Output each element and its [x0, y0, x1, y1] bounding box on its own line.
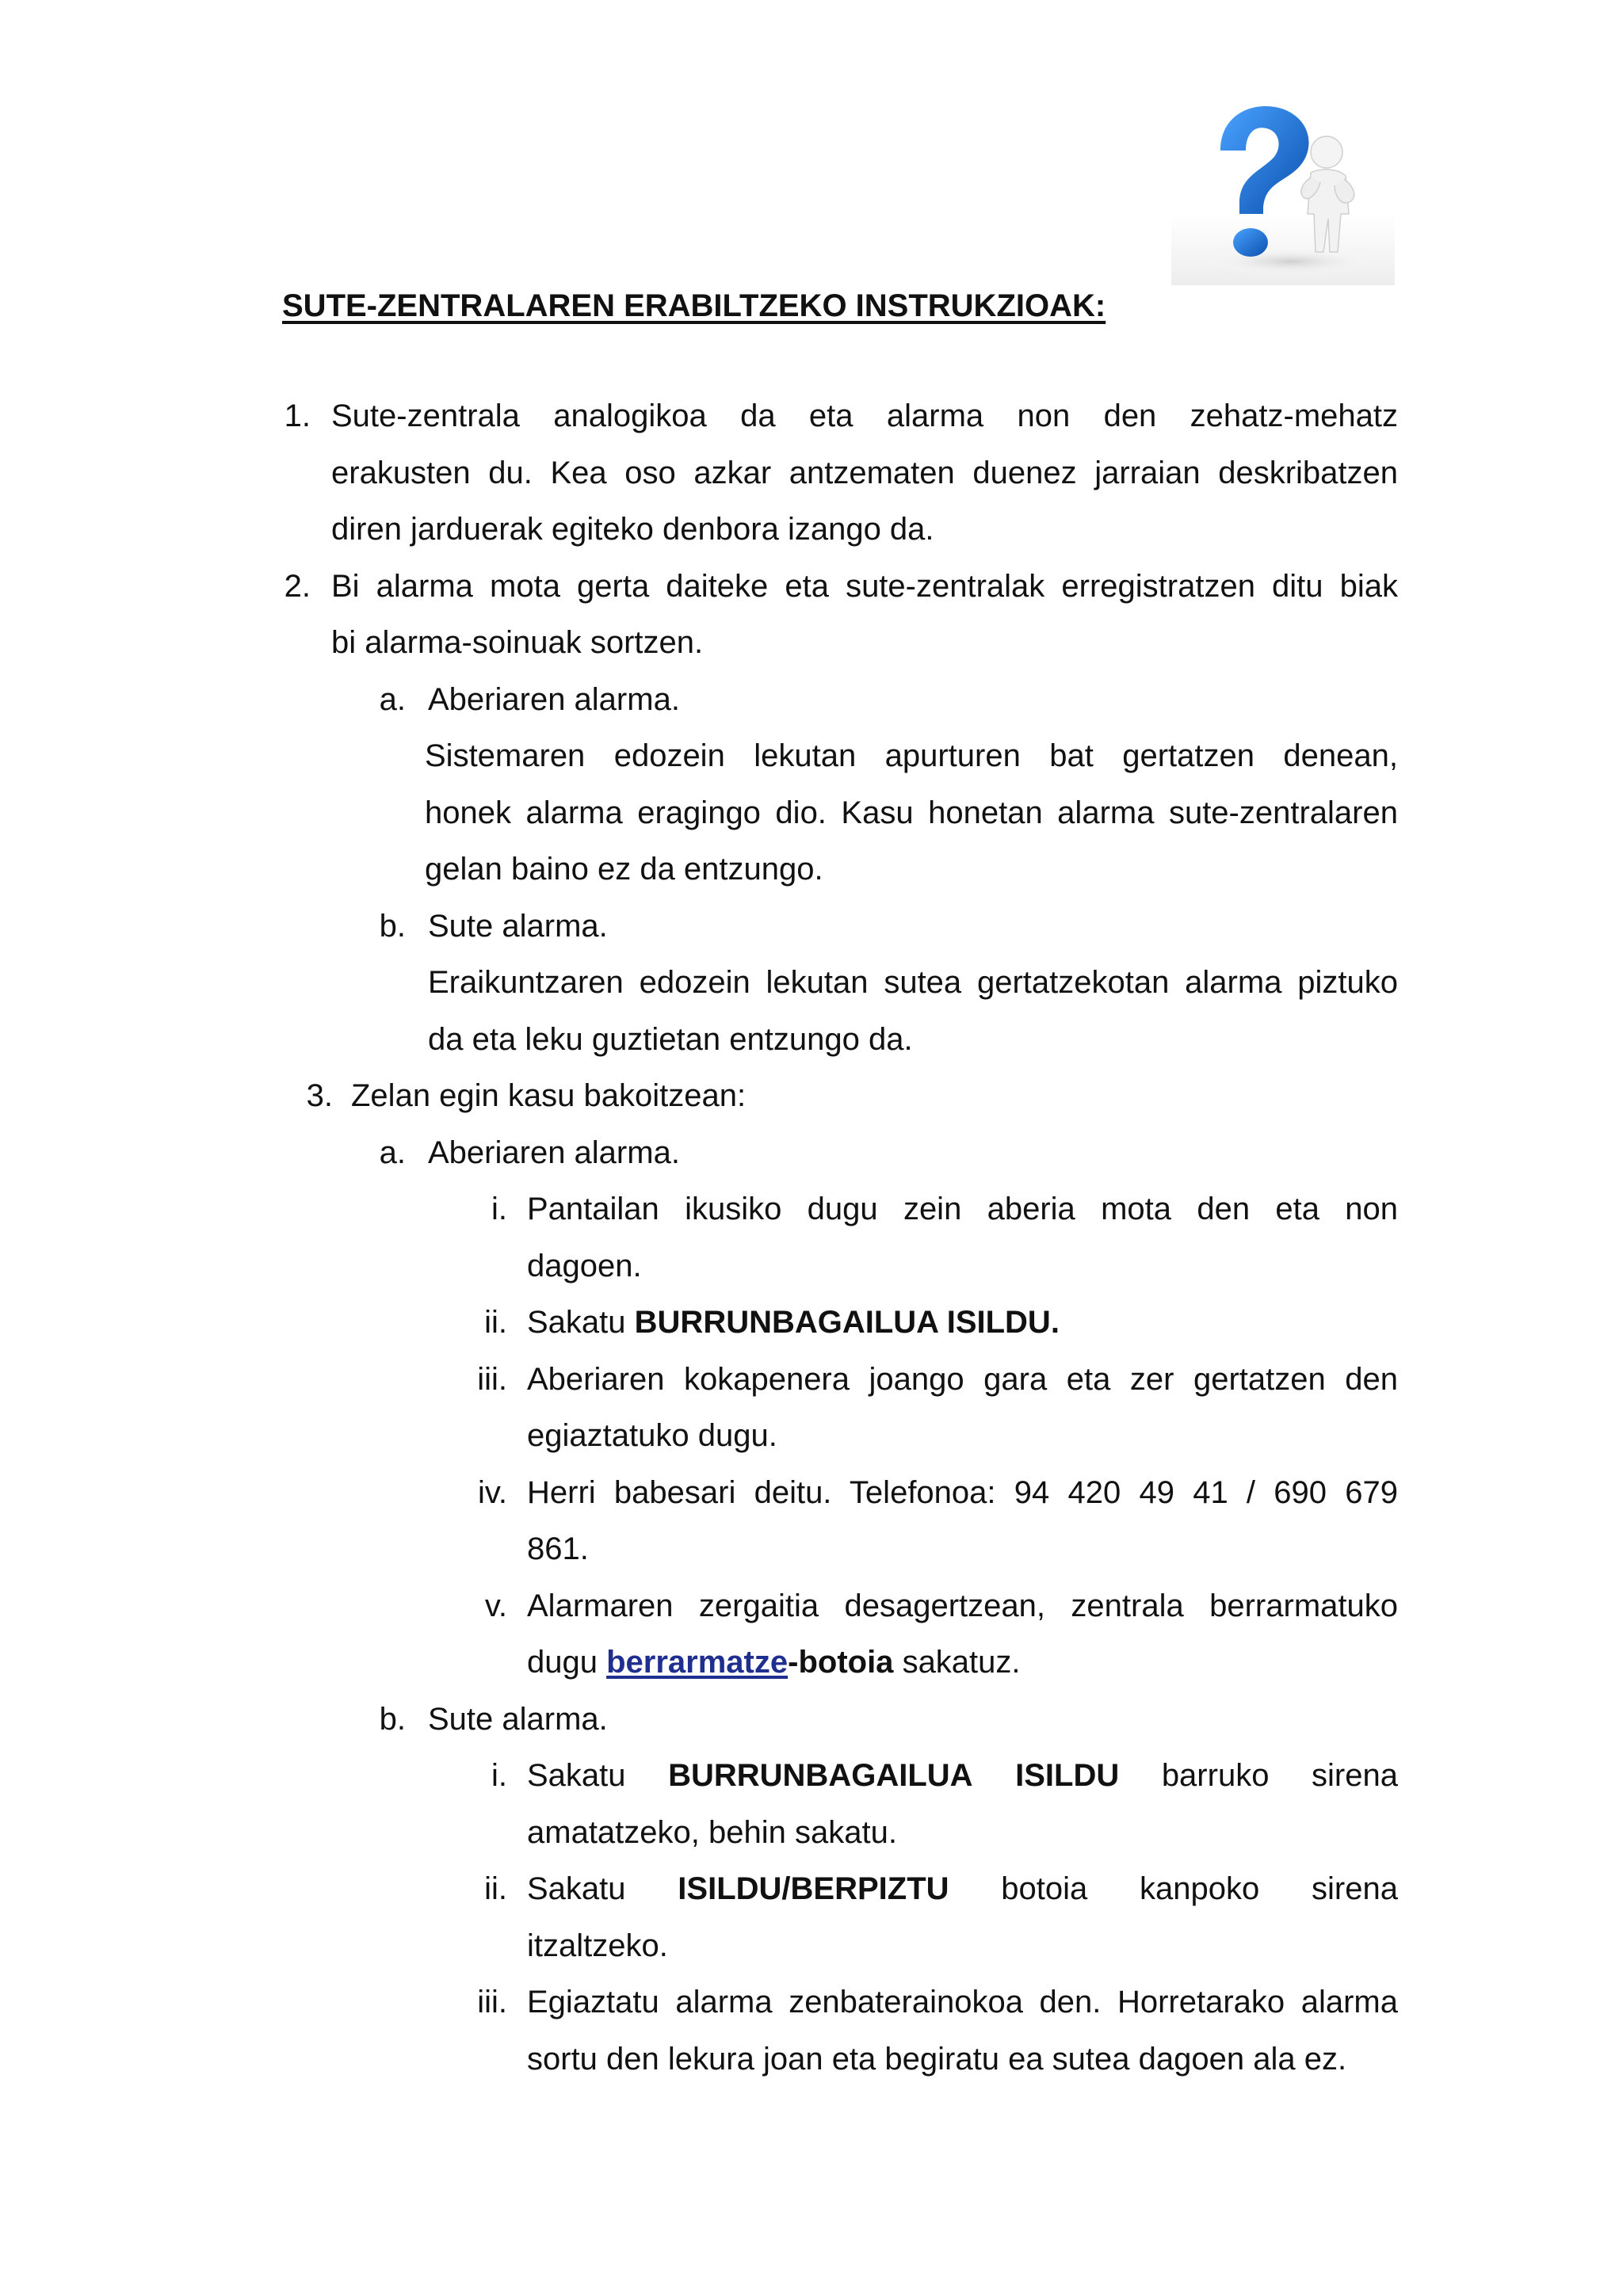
list-item-3a-label: a. Aberiaren alarma. [0, 1125, 1623, 1182]
list-item-3a-iii-line-2: egiaztatuko dugu. [527, 1418, 777, 1453]
list-item-3b-label: b. Sute alarma. [0, 1691, 1623, 1749]
list-item-3b-ii-line-1: ii. Sakatu ISILDU/BERPIZTU botoia kanpoko sirena [0, 1861, 1623, 1918]
list-item-3a-iv-line-1: iv. Herri babesari deitu. Telefonoa: 94 420 49 41 / 690 679 [0, 1465, 1623, 1522]
list-marker: iv. [477, 1474, 507, 1510]
list-marker: a. [379, 1135, 406, 1170]
list-item-2b-line-1: Eraikuntzaren edozein lekutan sutea gertatzekotan alarma piztuko [428, 965, 1398, 1000]
list-item-2-line-1: 2. Bi alarma mota gerta daiteke eta sute-zentralak erregistratzen ditu biak [0, 559, 1623, 616]
list-item-3a-v-line-1: v. Alarmaren zergaitia desagertzean, zentrala berrarmatuko [0, 1578, 1623, 1635]
list-item-2a-line-1: Sistemaren edozein lekutan apurturen bat gertatzen denean, [425, 738, 1398, 773]
bold-command: BURRUNBAGAILUA ISILDU. [634, 1305, 1060, 1340]
list-marker: b. [379, 1701, 406, 1737]
list-marker: b. [379, 908, 406, 944]
list-item-2b-label: b. Sute alarma. [0, 898, 1623, 955]
list-marker: v. [484, 1588, 507, 1623]
list-marker: 2. [284, 568, 311, 604]
question-mark-figure-icon [1171, 95, 1395, 285]
list-item-1-line-1: 1. Sute-zentrala analogikoa da eta alarma non den zehatz-mehatz [0, 388, 1623, 445]
list-item-2a-line-3: gelan baino ez da entzungo. [425, 852, 823, 887]
list-marker: i. [491, 1192, 507, 1226]
list-item-3a-i-line-1: i. Pantailan ikusiko dugu zein aberia mota den eta non [0, 1181, 1623, 1238]
list-item-3-label: 3. Zelan egin kasu bakoitzean: [0, 1068, 1623, 1125]
list-item-2a-label: a. Aberiaren alarma. [0, 672, 1623, 729]
list-item-3a-ii: ii. Sakatu BURRUNBAGAILUA ISILDU. [0, 1295, 1623, 1352]
list-marker: 3. [306, 1078, 333, 1113]
list-item-1-line-2: erakusten du. Kea oso azkar antzematen duenez jarraian deskribatzen [331, 455, 1398, 490]
list-item-3a-i-line-2: dagoen. [527, 1248, 642, 1283]
instruction-list [0, 388, 1623, 2088]
list-marker: ii. [484, 1871, 507, 1906]
list-item-3a-iii-line-1: iii. Aberiaren kokapenera joango gara eta zer gertatzen den [0, 1352, 1623, 1409]
list-item-2a-line-2: honek alarma eragingo dio. Kasu honetan alarma sute-zentralaren [425, 795, 1398, 830]
berrarmatze-link[interactable]: berrarmatze [606, 1645, 789, 1680]
list-marker: ii. [484, 1305, 507, 1340]
list-marker: 1. [284, 399, 311, 433]
list-item-3a-v-line-2: dugu berrarmatze-botoia sakatuz. [527, 1645, 1021, 1680]
list-item-3a-iv-line-2: 861. [527, 1531, 589, 1566]
list-item-2-line-2: bi alarma-soinuak sortzen. [331, 625, 704, 660]
list-item-3b-i-line-2: amatatzeko, behin sakatu. [527, 1814, 897, 1850]
list-item-3b-iii-line-1: iii. Egiaztatu alarma zenbaterainokoa den. Horretarako alarma [0, 1974, 1623, 2031]
list-item-3b-iii-line-2: sortu den lekura joan eta begiratu ea sutea dagoen ala ez. [527, 2041, 1347, 2077]
list-item-3b-i-line-1: i. Sakatu BURRUNBAGAILUA ISILDU barruko sirena [0, 1748, 1623, 1805]
list-marker: a. [379, 681, 406, 717]
list-marker: iii. [477, 1361, 507, 1397]
list-item-1-line-3: diren jarduerak egiteko denbora izango da. [331, 512, 934, 547]
bold-botoia: -botoia [788, 1645, 894, 1680]
list-item-2b-line-2: da eta leku guztietan entzungo da. [428, 1021, 913, 1057]
list-marker: i. [491, 1758, 507, 1793]
list-item-3b-ii-line-2: itzaltzeko. [527, 1928, 668, 1963]
list-marker: iii. [477, 1985, 507, 2019]
document-title: SUTE-ZENTRALAREN ERABILTZEKO INSTRUKZIOAK: [282, 288, 1106, 323]
